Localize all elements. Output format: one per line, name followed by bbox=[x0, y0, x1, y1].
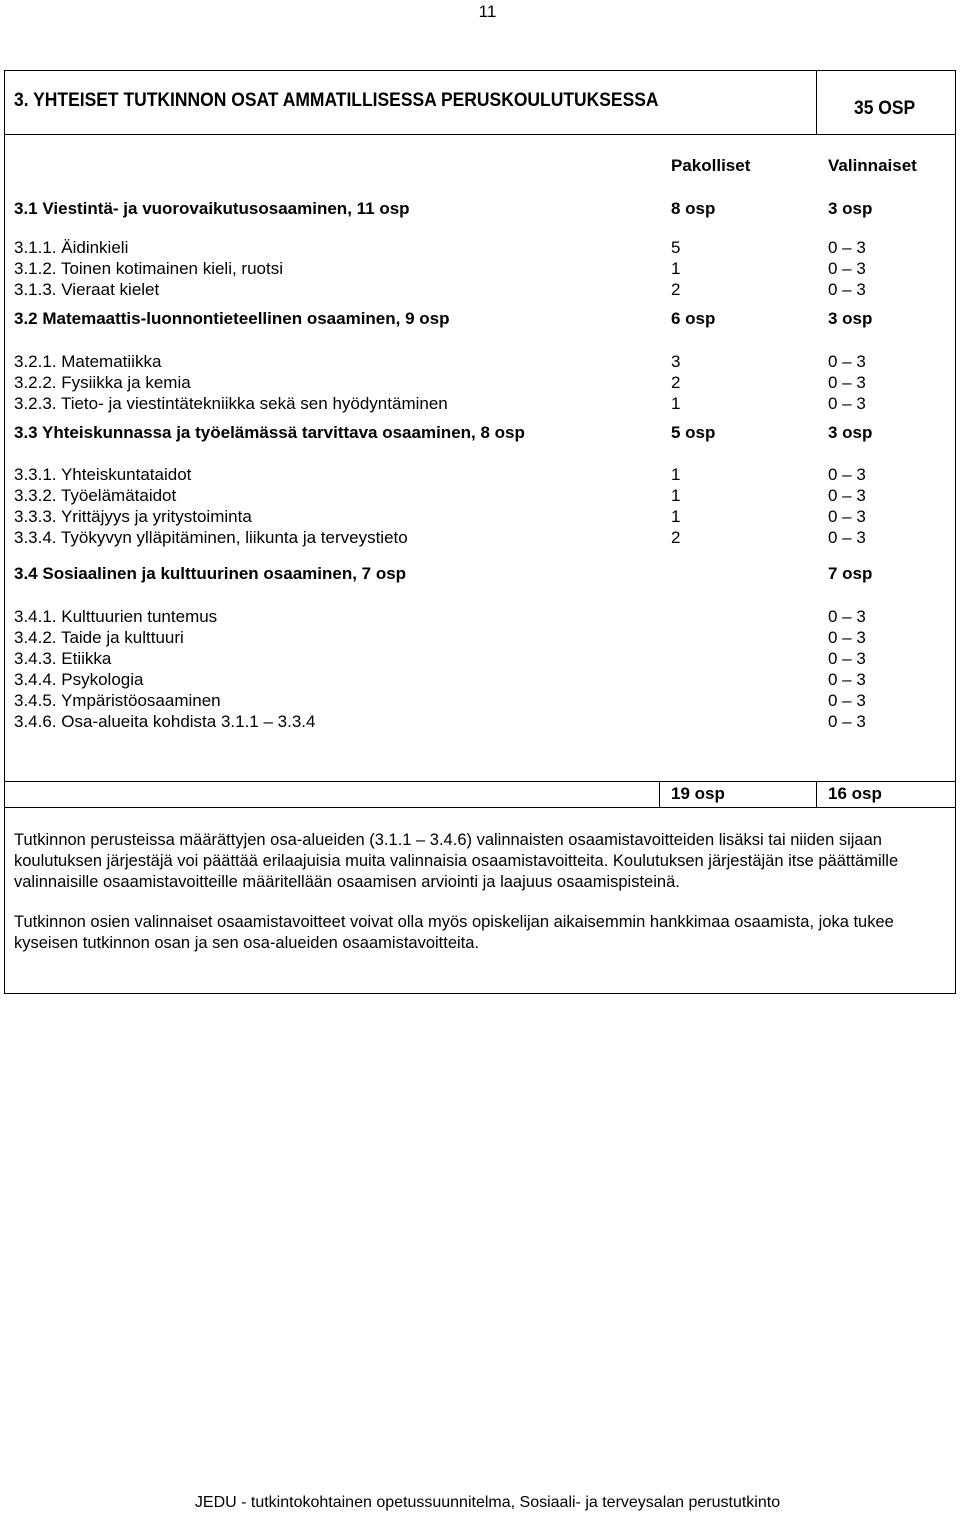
totals-divider-right bbox=[816, 781, 817, 807]
item-valinnaiset: 0 – 3 bbox=[828, 486, 866, 505]
list-item: 3.4.5. Ympäristöosaaminen bbox=[14, 691, 221, 710]
total-osp: 35 OSP bbox=[854, 98, 916, 119]
list-item: 3.1.3. Vieraat kielet bbox=[14, 280, 160, 299]
column-header-valinnaiset: Valinnaiset bbox=[828, 156, 917, 175]
page-footer: JEDU - tutkintokohtainen opetussuunnitelma, Sosiaali- ja terveysalan perustutkinto bbox=[194, 1494, 781, 1511]
title-bottom-border bbox=[4, 134, 956, 135]
section-heading: 3.2 Matemaattis-luonnontieteellinen osaaminen, 9 osp bbox=[14, 309, 450, 328]
item-valinnaiset: 0 – 3 bbox=[828, 712, 866, 731]
list-item: 3.4.4. Psykologia bbox=[14, 670, 144, 689]
item-valinnaiset: 0 – 3 bbox=[828, 280, 866, 299]
item-valinnaiset: 0 – 3 bbox=[828, 628, 866, 647]
item-valinnaiset: 0 – 3 bbox=[828, 465, 866, 484]
item-valinnaiset: 0 – 3 bbox=[828, 528, 866, 547]
item-pakolliset: 1 bbox=[671, 394, 681, 413]
item-valinnaiset: 0 – 3 bbox=[828, 352, 866, 371]
section-valinnaiset: 3 osp bbox=[828, 309, 873, 328]
page-number: 11 bbox=[478, 2, 497, 21]
item-pakolliset: 1 bbox=[671, 259, 681, 278]
section-pakolliset: 5 osp bbox=[671, 423, 716, 442]
list-item: 3.3.2. Työelämätaidot bbox=[14, 486, 177, 505]
list-item: 3.3.3. Yrittäjyys ja yritystoiminta bbox=[14, 507, 252, 526]
totals-top-border bbox=[4, 781, 956, 782]
item-valinnaiset: 0 – 3 bbox=[828, 649, 866, 668]
section-heading: 3.4 Sosiaalinen ja kulttuurinen osaaminen, 7 osp bbox=[14, 564, 407, 583]
item-pakolliset: 2 bbox=[671, 528, 681, 547]
totals-bottom-border bbox=[4, 807, 956, 808]
list-item: 3.4.6. Osa-alueita kohdista 3.1.1 – 3.3.4 bbox=[14, 712, 316, 731]
section-valinnaiset: 3 osp bbox=[828, 199, 873, 218]
list-item: 3.2.3. Tieto- ja viestintätekniikka sekä sen hyödyntäminen bbox=[14, 394, 448, 413]
list-item: 3.2.1. Matematiikka bbox=[14, 352, 162, 371]
item-valinnaiset: 0 – 3 bbox=[828, 691, 866, 710]
list-item: 3.1.2. Toinen kotimainen kieli, ruotsi bbox=[14, 259, 284, 278]
item-valinnaiset: 0 – 3 bbox=[828, 394, 866, 413]
document-title: 3. YHTEISET TUTKINNON OSAT AMMATILLISESSA PERUSKOULUTUKSESSA bbox=[14, 90, 659, 111]
item-valinnaiset: 0 – 3 bbox=[828, 259, 866, 278]
paragraph: Tutkinnon osien valinnaiset osaamistavoitteet voivat olla myös opiskelijan aikaisemmin hankkimaa osaamista, joka tukee kyseisen tutkinnon osan ja sen osa-alueiden osaamistavoitteita. bbox=[14, 913, 894, 952]
section-valinnaiset: 3 osp bbox=[828, 423, 873, 442]
item-pakolliset: 1 bbox=[671, 486, 681, 505]
item-valinnaiset: 0 – 3 bbox=[828, 507, 866, 526]
item-pakolliset: 3 bbox=[671, 352, 681, 371]
total-valinnaiset: 16 osp bbox=[828, 784, 882, 803]
item-pakolliset: 2 bbox=[671, 280, 681, 299]
section-pakolliset: 6 osp bbox=[671, 309, 716, 328]
totals-divider-left bbox=[659, 781, 660, 807]
item-pakolliset: 1 bbox=[671, 465, 681, 484]
list-item: 3.3.1. Yhteiskuntataidot bbox=[14, 465, 192, 484]
title-divider bbox=[816, 70, 817, 134]
section-heading: 3.3 Yhteiskunnassa ja työelämässä tarvittava osaaminen, 8 osp bbox=[14, 423, 525, 442]
section-valinnaiset: 7 osp bbox=[828, 564, 873, 583]
paragraph: Tutkinnon perusteissa määrättyjen osa-alueiden (3.1.1 – 3.4.6) valinnaisten osaamistavoitteiden lisäksi tai niiden sijaan koulutuksen järjestäjä voi päättää erilaajuisia muita valinnaisia osaamistavoitteita. Koulutuksen järjestäjän itse päättämille valinnaisille osaamistavoitteille määritellään osaamisen arviointi ja laajuus osaamispisteinä. bbox=[14, 831, 899, 891]
total-pakolliset: 19 osp bbox=[671, 784, 725, 803]
section-heading: 3.1 Viestintä- ja vuorovaikutusosaaminen, 11 osp bbox=[14, 199, 410, 218]
list-item: 3.4.2. Taide ja kulttuuri bbox=[14, 628, 184, 647]
item-valinnaiset: 0 – 3 bbox=[828, 238, 866, 257]
list-item: 3.2.2. Fysiikka ja kemia bbox=[14, 373, 191, 392]
item-valinnaiset: 0 – 3 bbox=[828, 670, 866, 689]
list-item: 3.1.1. Äidinkieli bbox=[14, 238, 129, 257]
section-pakolliset: 8 osp bbox=[671, 199, 716, 218]
item-valinnaiset: 0 – 3 bbox=[828, 607, 866, 626]
list-item: 3.3.4. Työkyvyn ylläpitäminen, liikunta ja terveystieto bbox=[14, 528, 408, 547]
item-pakolliset: 1 bbox=[671, 507, 681, 526]
list-item: 3.4.1. Kulttuurien tuntemus bbox=[14, 607, 218, 626]
item-valinnaiset: 0 – 3 bbox=[828, 373, 866, 392]
item-pakolliset: 5 bbox=[671, 238, 681, 257]
column-header-pakolliset: Pakolliset bbox=[671, 156, 751, 175]
item-pakolliset: 2 bbox=[671, 373, 681, 392]
list-item: 3.4.3. Etiikka bbox=[14, 649, 112, 668]
